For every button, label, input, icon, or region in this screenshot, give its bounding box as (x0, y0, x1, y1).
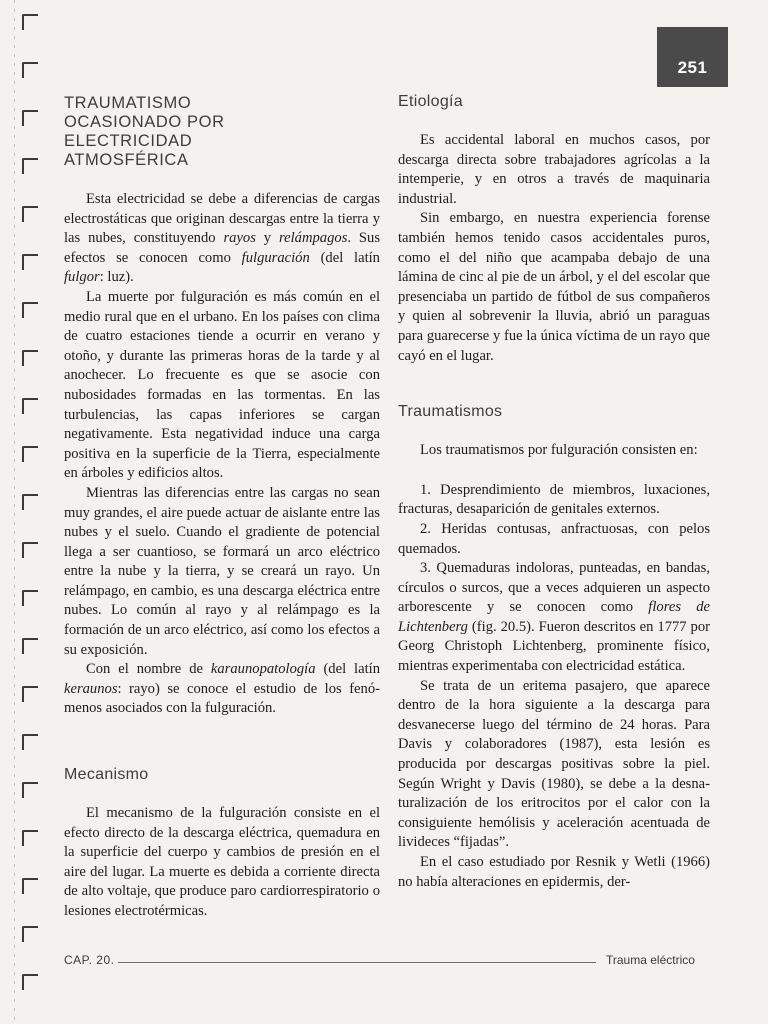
body-paragraph: Con el nombre de karaunopatología (del latín keraunos: rayo) se conoce el estudio de los fenómenos asociados con la fulguración. (64, 661, 380, 717)
footer-running-title: Trauma eléctrico (606, 953, 695, 967)
binding-ring (22, 62, 38, 78)
title-line: TRAUMATISMO (64, 94, 192, 112)
binding-ring (22, 974, 38, 990)
body-paragraph: Sin embargo, en nuestra experiencia forense también hemos tenido casos accidentales puros, como el del niño que acampaba debajo de una lámina de cinc al pie de un árbol, y el del escolar que presenciaba un partido de fútbol de sus compañeros y quien al sobrevenir la lluvia, abrió un paraguas para guarecerse y fue la única víctima de un rayo que cayó en el lugar. (398, 210, 710, 364)
binding-ring (22, 206, 38, 222)
term-relampagos: relámpagos (279, 230, 348, 247)
binding-ring (22, 782, 38, 798)
term-flores-lichtenberg: flores de Lichtenberg (398, 599, 710, 635)
body-paragraph: El mecanismo de la fulguración consiste en el efecto directo de la descarga eléctrica, quemadura en la superficie del cuerpo y cambios de presión en el aire del lugar. La muerte es debida a corriente directa de alto voltaje, que produce paro cardiorrespiratorio o lesiones electrotérmicas. (64, 805, 380, 919)
list-item: 3. Quemaduras indoloras, punteadas, en bandas, círculos o surcos, que a veces adquieren un aspecto arborescente y se conocen como flores de Lichtenberg (fig. 20.5). Fueron descritos en 1777 por Georg Christoph Lichtenberg, prominente físico, mientras experimentaba con electricidad estática. (398, 560, 710, 675)
right-column (398, 92, 710, 892)
binding-ring (22, 446, 38, 462)
body-paragraph: En el caso estudiado por Resnik y Wetli (1966) no había alteraciones en epidermis, der- (398, 854, 710, 890)
chapter-section-title (64, 94, 380, 170)
binding-ring (22, 158, 38, 174)
binding-ring (22, 398, 38, 414)
term-fulgor: fulgor (64, 269, 100, 286)
binding-ring (22, 494, 38, 510)
page-number-tab: 251 (657, 27, 728, 87)
binding-ring (22, 926, 38, 942)
binding-ring (22, 590, 38, 606)
section-heading-traumatismos: Traumatismos (398, 403, 503, 421)
binding-ring (22, 686, 38, 702)
left-column (64, 92, 380, 922)
term-fulguracion: fulguración (241, 249, 310, 266)
binding-ring (22, 542, 38, 558)
term-rayos: rayos (223, 230, 256, 247)
body-paragraph: Mientras las diferencias entre las cargas no sean muy grandes, el aire puede actuar de aislante entre las nubes y el suelo. Cuando el gradiente de potencial llega a ser cuantioso, se formará un arco eléctrico entre la nube y la tierra, y se creará un rayo. Un relámpago, en cambio, es una descarga eléctrica entre nubes. Lo común al rayo y al relámpago es la formación de un arco eléctrico, así como los efectos a su exposición. (64, 484, 380, 658)
binding-ring (22, 14, 38, 30)
section-heading-etiologia: Etiología (398, 93, 463, 110)
body-paragraph: Los traumatismos por fulguración consisten en: (420, 442, 698, 459)
body-paragraph: Se trata de un eritema pasajero, que aparece dentro de la hora siguiente a la descarga para desvanecerse luego del término de 24 horas. Para Davis y colaboradores (1987), esta lesión es producida por descargas positivas sobre la piel. Según Wright y Davis (1980), se debe a la desnaturalización de los eritrocitos por el calor con la consiguiente hemólisis y aceleración acentuada de livideces “fijadas”. (398, 677, 710, 851)
spiral-binding (0, 0, 50, 1024)
title-line: ATMOSFÉRICA (64, 151, 189, 169)
binding-ring (22, 110, 38, 126)
title-line: OCASIONADO POR (64, 113, 225, 131)
binding-ring (22, 638, 38, 654)
intro-paragraph: Esta electricidad se debe a diferencias de cargas electrostáticas que originan descargas entre la tierra y las nubes, constituyendo rayos y relámpagos. Sus efectos se conocen como fulguración (del latín fulgor: luz). (64, 191, 381, 286)
term-keraunos: keraunos (64, 680, 118, 697)
binding-ring (22, 830, 38, 846)
body-paragraph: Es accidental laboral en muchos casos, por descarga directa sobre trabajadores agrícolas a la intemperie, y en otros a través de maquinaria industrial. (398, 132, 710, 207)
title-line: ELECTRICIDAD (64, 132, 193, 150)
list-item: 1. Desprendimiento de miembros, luxaciones, fracturas, desaparición de genitales externos. (398, 481, 710, 518)
footer-chapter: CAP. 20. (64, 953, 115, 967)
binding-ring (22, 878, 38, 894)
binding-ring (22, 254, 38, 270)
binding-ring (22, 350, 38, 366)
footer-rule (118, 962, 596, 963)
perforated-edge (14, 0, 15, 1024)
term-karaunopatologia: karaunopatología (210, 661, 316, 678)
list-item: 2. Heridas contusas, anfractuosas, con pelos quemados. (398, 520, 710, 557)
section-heading-mecanismo: Mecanismo (64, 766, 149, 784)
binding-ring (22, 734, 38, 750)
body-paragraph: La muerte por fulguración es más común en el medio rural que en el urbano. En los países con clima de cuatro estaciones tiende a ocurrir en verano y otoño, y durante las primeras horas de la tarde y al anochecer. Lo frecuente es que se asocie con nubosidades formadas en las tormentas. En las turbulencias, las capas inferiores se cargan negativamente. Esta negatividad induce una carga positiva en la superficie de la Tierra, especialmente en árboles y edificios altos. (64, 288, 380, 482)
binding-ring (22, 302, 38, 318)
